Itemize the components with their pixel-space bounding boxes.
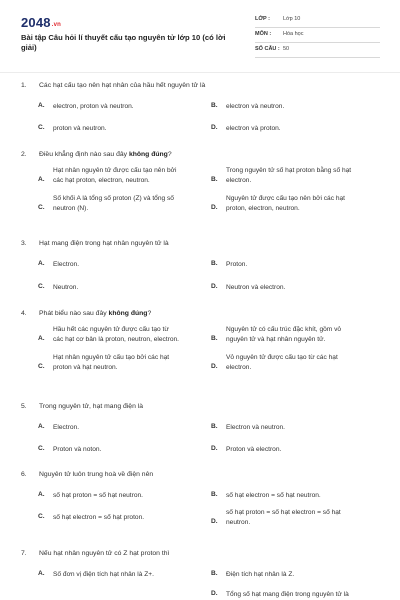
option-line: electron. (226, 177, 252, 184)
question-text: Nếu hạt nhân nguyên tử có Z hạt proton thì (39, 550, 170, 557)
option-letter: C. (38, 445, 45, 452)
meta-grade-value: Lớp 10 (283, 16, 301, 22)
option-line: Electron và neutron. (226, 424, 286, 431)
site-logo[interactable] (21, 15, 61, 30)
option-line: số hạt proton = số hạt neutron. (53, 492, 143, 499)
option-line: proton và neutron. (53, 125, 107, 132)
option-text (53, 283, 78, 293)
question-number: 2. (21, 151, 27, 158)
option-letter: B. (211, 102, 218, 109)
option-line: Electron. (53, 261, 80, 268)
option-letter: B. (211, 491, 218, 498)
option-line: Trong nguyên tử số hạt proton bằng số hạt (226, 167, 352, 174)
logo-main: 2048 (21, 15, 51, 30)
question-text: Hạt mang điện trong hạt nhân nguyên tử là (39, 240, 169, 247)
option-letter: B. (211, 176, 218, 183)
option-text (53, 260, 79, 270)
question-stem (21, 82, 205, 89)
meta-count-label: SỐ CÂU : (255, 46, 280, 52)
option-text (226, 353, 338, 373)
option-text (53, 445, 101, 455)
option-line: neutron (N). (53, 205, 89, 212)
question-number: 7. (21, 550, 27, 557)
option-text (53, 491, 143, 501)
option-line: Số đơn vị điện tích hạt nhân là Z+. (53, 571, 154, 578)
option-letter: D. (211, 124, 218, 131)
question-number: 4. (21, 310, 27, 317)
option-text (53, 124, 107, 134)
option-line: số hạt proton = số hạt electron = số hạt (226, 509, 341, 516)
option-text (226, 260, 247, 270)
option-text (53, 423, 79, 433)
question-text: Trong nguyên tử, hạt mang điện là (39, 403, 144, 410)
worksheet-title: Bài tập Câu hỏi lí thuyết cấu tạo nguyên tử lớp 10 (có lời giải) (21, 33, 226, 52)
option-text (226, 491, 321, 501)
option-line: các hạt cơ bản là proton, neutron, electron. (53, 336, 180, 343)
option-line: electron và neutron. (226, 103, 285, 110)
option-text (226, 590, 349, 600)
option-letter: A. (38, 102, 45, 109)
option-letter: D. (211, 518, 218, 525)
option-letter: C. (38, 513, 45, 520)
option-letter: D. (211, 590, 218, 597)
option-line: Điện tích hạt nhân là Z. (226, 571, 295, 578)
option-line: Hạt nhân nguyên tử cấu tạo bởi các hạt (53, 354, 170, 361)
option-text (226, 508, 341, 528)
option-text (226, 423, 285, 433)
option-line: số hạt electron = số hạt neutron. (226, 492, 321, 499)
option-letter: C. (38, 283, 45, 290)
question-suffix: ? (167, 151, 172, 158)
option-letter: D. (211, 445, 218, 452)
header-divider (0, 72, 400, 73)
option-line: electron. (226, 364, 252, 371)
question-number: 1. (21, 82, 27, 89)
option-line: Electron. (53, 424, 80, 431)
option-line: nguyên tử và hạt nhân nguyên tử. (226, 336, 326, 343)
option-text (53, 166, 176, 186)
option-letter: D. (211, 363, 218, 370)
option-letter: C. (38, 124, 45, 131)
meta-grade-label: LỚP : (255, 16, 270, 22)
option-text (53, 194, 174, 214)
option-text (226, 102, 284, 112)
option-letter: C. (38, 363, 45, 370)
question-text: Các hạt cấu tạo nên hạt nhân của hầu hết nguyên tử là (39, 82, 206, 89)
option-line: số hạt electron = số hạt proton. (53, 514, 145, 521)
question-text: Phát biểu nào sau đây (39, 310, 109, 317)
meta-grade-row (255, 13, 380, 28)
option-text (53, 102, 134, 112)
option-line: neutron. (226, 519, 251, 526)
option-text (226, 325, 341, 345)
question-text: Điều khẳng định nào sau đây (39, 151, 129, 158)
meta-subject-value: Hóa học (283, 31, 304, 37)
question-stem (21, 151, 172, 158)
question-stem (21, 403, 143, 410)
option-letter: B. (211, 423, 218, 430)
question-stem (21, 310, 151, 317)
option-line: Proton. (226, 261, 248, 268)
question-number: 6. (21, 471, 27, 478)
option-text (226, 570, 294, 580)
question-stem (21, 471, 153, 478)
option-text (226, 283, 285, 293)
option-line: Nguyên tử được cấu tạo nên bởi các hạt (226, 195, 346, 202)
option-letter: D. (211, 283, 218, 290)
option-letter: A. (38, 491, 45, 498)
question-emphasis: không đúng (128, 151, 168, 158)
option-line: Proton và noton. (53, 446, 102, 453)
option-letter: B. (211, 570, 218, 577)
option-line: Neutron và electron. (226, 284, 286, 291)
option-line: electron và proton. (226, 125, 281, 132)
option-letter: A. (38, 423, 45, 430)
option-letter: D. (211, 204, 218, 211)
option-letter: A. (38, 260, 45, 267)
option-line: Nguyên tử có cấu trúc đặc khít, gồm vỏ (226, 326, 342, 333)
option-line: Proton và electron. (226, 446, 282, 453)
question-number: 3. (21, 240, 27, 247)
option-text (53, 513, 144, 523)
option-text (53, 570, 154, 580)
option-text (53, 325, 179, 345)
option-letter: A. (38, 570, 45, 577)
option-text (226, 166, 351, 186)
logo-suffix: .vn (51, 22, 62, 28)
question-stem (21, 240, 169, 247)
question-number: 5. (21, 403, 27, 410)
option-letter: C. (38, 204, 45, 211)
meta-subject-row (255, 28, 380, 43)
option-letter: B. (211, 335, 218, 342)
question-emphasis: không đúng (108, 310, 148, 317)
meta-count-value: 50 (283, 46, 290, 52)
question-text: Nguyên tử luôn trung hoà về điện nên (39, 471, 154, 478)
option-text (53, 353, 169, 373)
option-line: proton, electron, neutron. (226, 205, 300, 212)
meta-subject-label: MÔN : (255, 31, 272, 37)
option-line: Tổng số hạt mang điện trong nguyên tử là (226, 591, 349, 598)
option-line: electron, proton và neutron. (53, 103, 134, 110)
option-line: Số khối A là tổng số proton (Z) và tổng số (53, 195, 174, 202)
option-text (226, 445, 281, 455)
option-line: Vỏ nguyên tử được cấu tạo từ các hạt (226, 354, 338, 361)
option-text (226, 194, 345, 214)
question-suffix: ? (147, 310, 152, 317)
option-letter: A. (38, 176, 45, 183)
question-stem (21, 550, 169, 557)
option-line: Neutron. (53, 284, 79, 291)
option-line: Hầu hết các nguyên tử được cấu tạo từ (53, 326, 169, 333)
meta-count-row (255, 43, 380, 58)
option-letter: A. (38, 335, 45, 342)
option-line: Hạt nhân nguyên tử được cấu tạo nên bởi (53, 167, 177, 174)
option-text (226, 124, 281, 134)
option-letter: B. (211, 260, 218, 267)
option-line: proton và hạt neutron. (53, 364, 118, 371)
option-line: các hạt proton, electron, neutron. (53, 177, 150, 184)
worksheet-header (0, 0, 400, 70)
